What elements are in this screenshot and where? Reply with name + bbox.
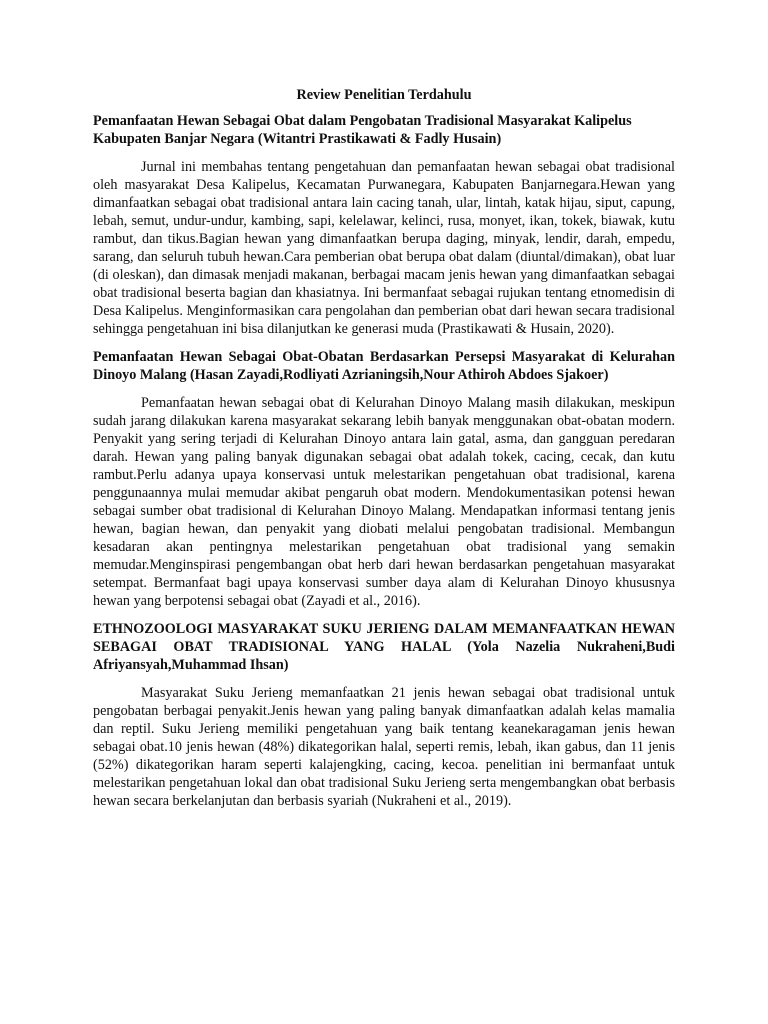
section-heading: ETHNOZOOLOGI MASYARAKAT SUKU JERIENG DALAM MEMANFAATKAN HEWAN SEBAGAI OBAT TRADISIONAL YANG HALAL (Yola Nazelia Nukraheni,Budi Afriyansyah,Muhammad Ihsan) [93,621,675,673]
section-paragraph: Pemanfaatan hewan sebagai obat di Kelurahan Dinoyo Malang masih dilakukan, meskipun sudah jarang dilakukan karena masyarakat sekarang lebih banyak menggunakan obat-obatan modern. Penyakit yang sering terjadi di Kelurahan Dinoyo antara lain gatal, asma, dan gangguan peredaran darah. Hewan yang paling banyak digunakan sebagai obat adalah tokek, cacing, cecak, dan kutu rambut.Perlu adanya upaya konservasi untuk melestarikan pengetahuan obat tradisional, karena penggunaannya mulai memudar akibat pengaruh obat modern. Mendokumentasikan potensi hewan sebagai sumber obat tradisional di Kelurahan Dinoyo Malang. Mendapatkan informasi tentang jenis hewan, bagian hewan, dan penyakit yang diobati melalui pengobatan tradisional. Membangun kesadaran akan pentingnya melestarikan pengetahuan obat tradisional yang semakin memudar.Menginspirasi pengembangan obat herb dari hewan berdasarkan pengetahuan masyarakat setempat. Bermanfaat bagi upaya konservasi sumber daya alam di Kelurahan Dinoyo khususnya hewan yang berpotensi sebagai obat (Zayadi et al., 2016). [93,395,675,609]
review-section-3 [93,620,675,810]
review-section-2 [93,348,675,610]
section-paragraph: Masyarakat Suku Jerieng memanfaatkan 21 jenis hewan sebagai obat tradisional untuk pengobatan berbagai penyakit.Jenis hewan yang paling banyak dimanfaatkan adalah kelas mamalia dan reptil. Suku Jerieng memiliki pengetahuan yang baik tentang keanekaragaman jenis hewan sebagai obat.10 jenis hewan (48%) dikategorikan halal, seperti remis, lebah, ikan gabus, dan 11 jenis (52%) dikategorikan haram seperti kalajengking, cacing, kecoa. penelitian ini bermanfaat untuk melestarikan pengetahuan lokal dan obat tradisional Suku Jerieng serta mengembangkan obat berbasis hewan secara berkelanjutan dan berbasis syariah (Nukraheni et al., 2019). [93,685,675,809]
section-heading: Pemanfaatan Hewan Sebagai Obat dalam Pengobatan Tradisional Masyarakat Kalipelus Kabupaten Banjar Negara (Witantri Prastikawati & Fadly Husain) [93,113,632,147]
section-heading: Pemanfaatan Hewan Sebagai Obat-Obatan Berdasarkan Persepsi Masyarakat di Kelurahan Dinoyo Malang (Hasan Zayadi,Rodliyati Azrianingsih,Nour Athiroh Abdoes Sjakoer) [93,349,675,383]
document-title: Review Penelitian Terdahulu [296,87,472,103]
review-section-1 [93,112,675,338]
section-paragraph: Jurnal ini membahas tentang pengetahuan dan pemanfaatan hewan sebagai obat tradisional oleh masyarakat Desa Kalipelus, Kecamatan Purwanegara, Kabupaten Banjarnegara.Hewan yang dimanfaatkan sebagai obat tradisional antara lain cacing tanah, ular, lintah, katak hijau, siput, capung, lebah, semut, undur-undur, kambing, sapi, kelelawar, kelinci, rusa, monyet, ikan, tokek, biawak, kutu rambut, dan tikus.Bagian hewan yang dimanfaatkan berupa daging, minyak, lendir, darah, empedu, sarang, dan seluruh tubuh hewan.Cara pemberian obat berupa obat dalam (diuntal/dimakan), obat luar (di oleskan), dan dimasak menjadi makanan, berbagai macam jenis hewan yang dimanfaatkan sebagai obat tradisional beserta bagian dan khasiatnya. Ini bermanfaat sebagai rujukan tentang etnomedisin di Desa Kalipelus. Menginformasikan cara pengolahan dan pemberian obat dari hewan secara tradisional sehingga pengetahuan ini bisa dilanjutkan ke generasi muda (Prastikawati & Husain, 2020). [93,159,675,337]
